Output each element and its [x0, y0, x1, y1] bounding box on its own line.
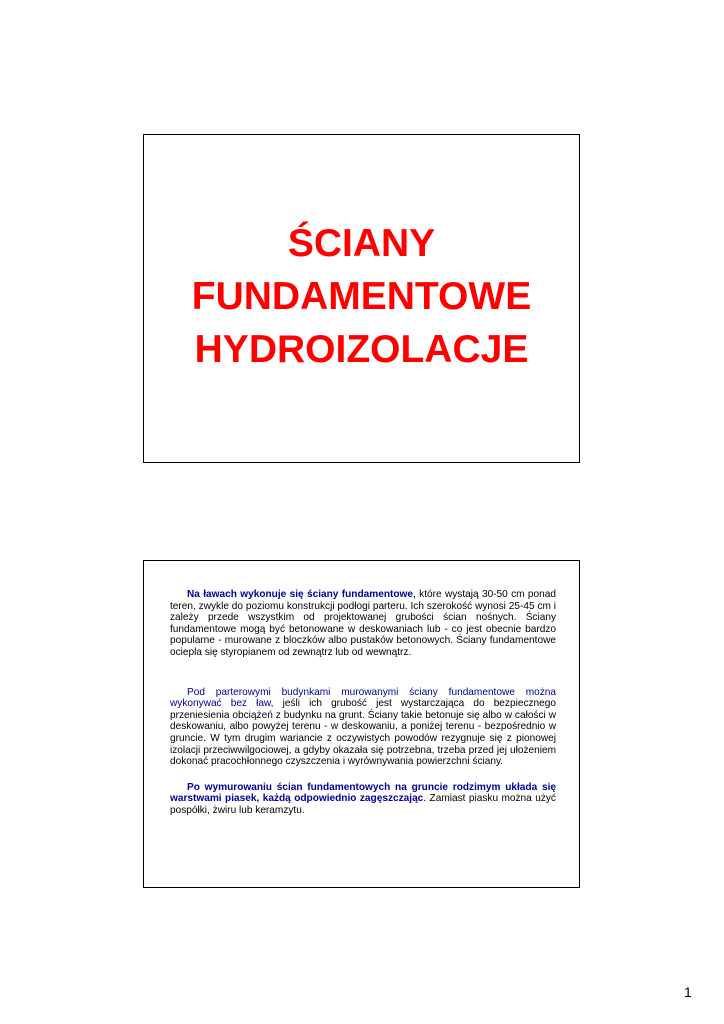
title-slide	[143, 134, 580, 463]
title-line-3: HYDROIZOLACJE	[194, 328, 529, 371]
slide-body	[170, 589, 556, 817]
text-slide	[143, 560, 580, 888]
paragraph-2-lead: Pod parterowymi budynkami murowanymi ściany fundamentowe można wykonywać bez ław	[170, 686, 556, 710]
title-line-1: ŚCIANY	[287, 222, 436, 265]
paragraph-1-rest: , które wystają 30-50 cm ponad teren, zwykle do poziomu konstrukcji podłogi parteru. Ich szerokość wynosi 25-45 cm i zależy przede wszystkim od projektowanej grubości ścian nośnych. Ściany fundamentowe mogą być betonowane w deskowaniach lub - co jest obecnie bardzo popularne - murowane z bloczków albo pustaków betonowych. Ściany fundamentowe ociepla się styropianem od zewnątrz lub od wewnątrz.	[170, 589, 556, 658]
paragraph-3	[170, 782, 556, 817]
paragraph-1	[170, 589, 556, 659]
title-line-2: FUNDAMENTOWE	[191, 275, 532, 318]
paragraph-3-lead: Po wymurowaniu ścian fundamentowych na gruncie rodzimym układa się warstwami piasek, każdą odpowiednio zagęszczając	[170, 781, 556, 805]
paragraph-2-rest: , jeśli ich grubość jest wystarczająca do bezpiecznego przeniesienia obciążeń z budynku na grunt. Ściany takie betonuje się albo w całości w deskowaniu, albo powyżej terenu - w deskowaniu, a poniżej terenu - bezpośrednio w gruncie. W tym drugim wariancie z oczywistych powodów rezygnuje się z pionowej izolacji przeciwwilgociowej, a gdyby okazała się potrzebna, trzeba przed jej ułożeniem dokonać pracochłonnego czyszczenia i wyrównywania powierzchni ściany.	[170, 698, 556, 768]
paragraph-3-rest: . Zamiast piasku można użyć pospółki, żwiru lub keramzytu.	[170, 793, 556, 816]
paragraph-2	[170, 687, 556, 768]
slide-title	[144, 217, 579, 376]
page-number: 1	[684, 984, 692, 1000]
paragraph-1-lead: Na ławach wykonuje się ściany fundamentowe	[187, 589, 413, 600]
